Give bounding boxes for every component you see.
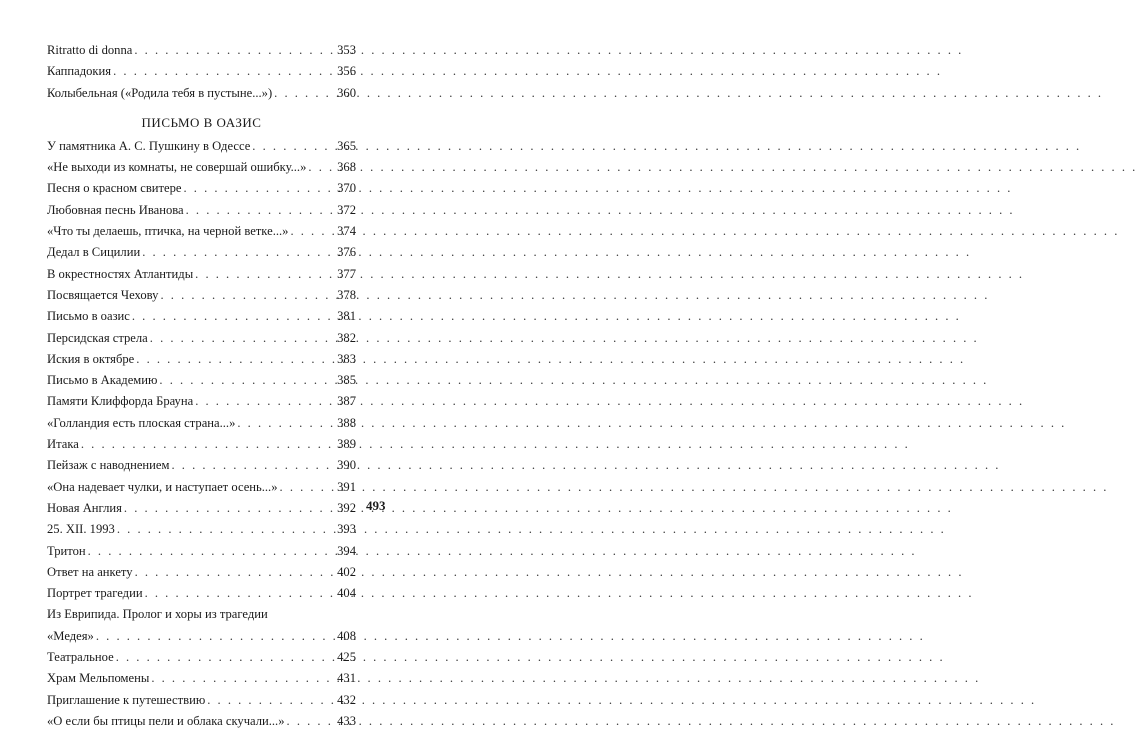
toc-entry bbox=[47, 391, 356, 412]
entry-page: 374 bbox=[337, 224, 356, 239]
toc-entry bbox=[47, 178, 356, 199]
section-entry-list bbox=[47, 136, 356, 605]
toc-entry bbox=[47, 562, 356, 583]
toc-entry bbox=[47, 519, 356, 540]
entry-page: 368 bbox=[337, 160, 356, 175]
toc-entry bbox=[47, 264, 356, 285]
page-number: 493 bbox=[366, 498, 386, 513]
entry-title: Тритон bbox=[47, 543, 86, 558]
entry-page: 392 bbox=[337, 500, 356, 515]
entry-page: 404 bbox=[337, 586, 356, 601]
toc-entry bbox=[47, 541, 356, 562]
entry-title: Письмо в Академию bbox=[47, 373, 158, 388]
entry-page: 393 bbox=[337, 522, 356, 537]
entry-page: 377 bbox=[337, 266, 356, 281]
table-of-contents bbox=[47, 40, 356, 732]
toc-entry bbox=[47, 455, 356, 476]
entry-page: 376 bbox=[337, 245, 356, 260]
entry-page: 385 bbox=[337, 373, 356, 388]
toc-entry bbox=[47, 434, 356, 455]
entry-title: Пейзаж с наводнением bbox=[47, 458, 170, 473]
dot-leader bbox=[171, 455, 335, 476]
entry-page: 431 bbox=[337, 671, 356, 686]
entry-title: «Она надевает чулки, и наступает осень...» bbox=[47, 479, 278, 494]
entry-page: 370 bbox=[337, 181, 356, 196]
toc-entry bbox=[47, 413, 356, 434]
dot-leader bbox=[252, 136, 335, 157]
entry-title-line2: «Медея» bbox=[47, 628, 94, 643]
toc-entry bbox=[47, 200, 356, 221]
dot-leader bbox=[136, 349, 335, 370]
entry-page: 387 bbox=[337, 394, 356, 409]
entry-title: Песня о красном свитере bbox=[47, 181, 182, 196]
entry-page: 389 bbox=[337, 437, 356, 452]
toc-entry bbox=[47, 477, 356, 498]
toc-entry bbox=[47, 83, 356, 104]
entry-title: Храм Мельпомены bbox=[47, 671, 150, 686]
toc-entry bbox=[47, 285, 356, 306]
entry-page: 356 bbox=[337, 64, 356, 79]
entry-title: Письмо в оазис bbox=[47, 309, 130, 324]
dot-leader bbox=[124, 498, 335, 519]
entry-page: 394 bbox=[337, 543, 356, 558]
dot-leader bbox=[145, 583, 336, 604]
entry-page: 360 bbox=[337, 85, 356, 100]
tail-entry-list bbox=[47, 647, 356, 732]
dot-leader bbox=[132, 306, 335, 327]
section-heading: ПИСЬМО В ОАЗИС bbox=[141, 114, 262, 130]
dot-leader bbox=[287, 711, 336, 732]
entry-page: 383 bbox=[337, 351, 356, 366]
entry-page: 353 bbox=[337, 43, 356, 57]
entry-page: 402 bbox=[337, 564, 356, 579]
dot-leader bbox=[160, 285, 335, 306]
entry-title: Колыбельная («Родила тебя в пустыне...») bbox=[47, 85, 273, 100]
entry-title: 25. XII. 1993 bbox=[47, 522, 115, 537]
dot-leader bbox=[308, 157, 335, 178]
entry-title: Персидская стрела bbox=[47, 330, 148, 345]
entry-title: Дедал в Сицилии bbox=[47, 245, 141, 260]
entry-title-line1: Из Еврипида. Пролог и хоры из трагедии bbox=[47, 607, 268, 622]
dot-leader bbox=[135, 562, 336, 583]
dot-leader bbox=[195, 264, 335, 285]
dot-leader bbox=[195, 391, 335, 412]
entry-page: 372 bbox=[337, 202, 356, 217]
toc-entry bbox=[47, 583, 356, 604]
dot-leader bbox=[274, 83, 335, 104]
dot-leader bbox=[117, 519, 335, 540]
entry-page: 388 bbox=[337, 415, 356, 430]
book-page bbox=[0, 0, 418, 728]
toc-entry bbox=[47, 668, 356, 689]
dot-leader bbox=[113, 61, 335, 82]
toc-entry bbox=[47, 498, 356, 519]
entry-title: Посвящается Чехову bbox=[47, 287, 159, 302]
dot-leader bbox=[186, 200, 336, 221]
entry-title: «О если бы птицы пели и облака скучали...» bbox=[47, 713, 285, 728]
dot-leader bbox=[142, 242, 335, 263]
toc-entry bbox=[47, 690, 356, 711]
entry-title: «Что ты делаешь, птичка, на черной ветке...» bbox=[47, 224, 289, 239]
entry-title: Приглашение к путешествию bbox=[47, 692, 206, 707]
entry-page: 433 bbox=[337, 713, 356, 728]
dot-leader bbox=[237, 413, 335, 434]
toc-entry-multiline-title bbox=[47, 604, 356, 625]
dot-leader bbox=[183, 178, 335, 199]
toc-entry bbox=[47, 136, 356, 157]
dot-leader bbox=[88, 541, 335, 562]
dot-leader bbox=[207, 690, 335, 711]
dot-leader bbox=[150, 328, 335, 349]
dot-leader bbox=[280, 477, 336, 498]
toc-entry bbox=[47, 647, 356, 668]
dot-leader bbox=[159, 370, 335, 391]
entry-title: В окрестностях Атлантиды bbox=[47, 266, 194, 281]
toc-entry bbox=[47, 626, 356, 647]
entry-page: 365 bbox=[337, 138, 356, 153]
entry-title: Театральное bbox=[47, 650, 114, 665]
entry-title: Иския в октябре bbox=[47, 351, 135, 366]
entry-page: 408 bbox=[337, 628, 356, 643]
entry-title: У памятника А. С. Пушкину в Одессе bbox=[47, 138, 251, 153]
entry-page: 390 bbox=[337, 458, 356, 473]
entry-page: 381 bbox=[337, 309, 356, 324]
entry-title: «Голландия есть плоская страна...» bbox=[47, 415, 236, 430]
toc-entry bbox=[47, 328, 356, 349]
toc-entry bbox=[47, 242, 356, 263]
entry-title: Итака bbox=[47, 437, 79, 452]
entry-page: 391 bbox=[337, 479, 356, 494]
entry-title: «Не выходи из комнаты, не совершай ошибку...» bbox=[47, 160, 307, 175]
entry-title: Любовная песнь Иванова bbox=[47, 202, 184, 217]
toc-entry bbox=[47, 370, 356, 391]
entry-title: Ответ на анкету bbox=[47, 564, 133, 579]
dot-leader bbox=[151, 668, 335, 689]
entry-title: Памяти Клиффорда Брауна bbox=[47, 394, 194, 409]
toc-entry bbox=[47, 61, 356, 82]
toc-entry bbox=[47, 306, 356, 327]
entry-page: 378 bbox=[337, 287, 356, 302]
entry-title: Каппадокия bbox=[47, 64, 112, 79]
toc-entry bbox=[47, 349, 356, 370]
dot-leader bbox=[134, 40, 335, 61]
entry-page: 432 bbox=[337, 692, 356, 707]
dot-leader bbox=[290, 221, 335, 242]
entry-title: Ritratto di donna bbox=[47, 43, 133, 57]
dot-leader bbox=[96, 626, 335, 647]
toc-entry bbox=[47, 711, 356, 732]
entry-title: Портрет трагедии bbox=[47, 586, 143, 601]
dot-leader bbox=[81, 434, 335, 455]
entry-page: 382 bbox=[337, 330, 356, 345]
entry-title: Новая Англия bbox=[47, 500, 122, 515]
toc-entry bbox=[47, 221, 356, 242]
dot-leader bbox=[116, 647, 335, 668]
toc-entry bbox=[47, 40, 356, 61]
entry-page: 425 bbox=[337, 650, 356, 665]
toc-entry bbox=[47, 157, 356, 178]
